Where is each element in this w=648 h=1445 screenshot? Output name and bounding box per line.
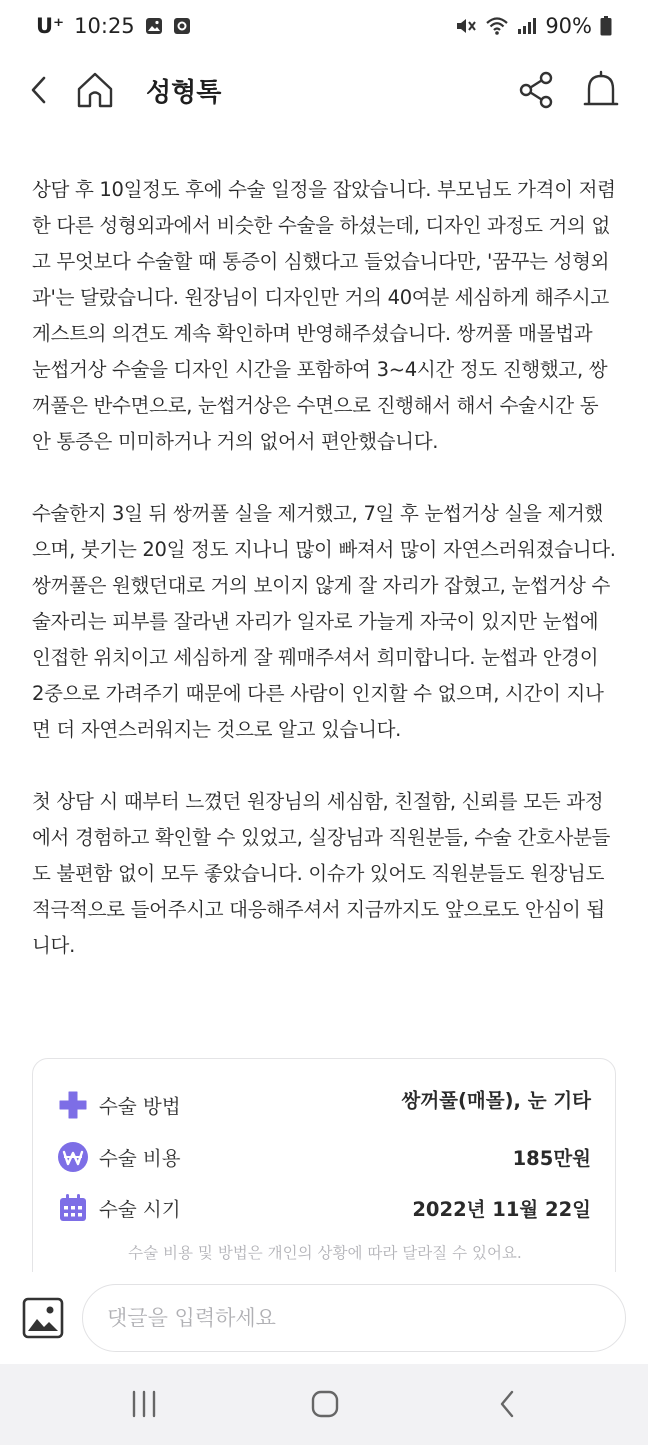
battery-icon bbox=[600, 16, 612, 36]
battery-percent: 90% bbox=[545, 14, 592, 38]
clock: 10:25 bbox=[74, 14, 135, 38]
signal-icon bbox=[517, 17, 537, 35]
status-right bbox=[455, 14, 612, 38]
surgery-cost-value: 185만원 bbox=[512, 1147, 591, 1170]
back-button[interactable] bbox=[24, 70, 54, 110]
carrier-label: U⁺ bbox=[36, 14, 65, 38]
surgery-method-value: 쌍꺼풀(매몰), 눈 기타 bbox=[401, 1089, 591, 1112]
comment-bar bbox=[0, 1272, 648, 1364]
post-paragraph: 첫 상담 시 때부터 느꼈던 원장님의 세심함, 친절함, 신뢰를 모든 과정에서 경험하고 확인할 수 있었고, 실장님과 직원분들, 수술 간호사분들도 불편함 없이 모두 좋았습니다. 이슈가 있어도 직원분들도 원장님도 적극적으로 들어주시고 대응해주셔서 지금까지도 앞으로도 안심이 됩니다. bbox=[32, 790, 611, 957]
calendar-icon bbox=[57, 1192, 89, 1224]
status-bar bbox=[0, 0, 648, 52]
post-body bbox=[32, 172, 616, 1000]
photo-icon bbox=[22, 1297, 64, 1339]
home-icon bbox=[75, 71, 115, 109]
back-chevron-icon bbox=[497, 1389, 517, 1419]
surgery-date-row bbox=[33, 1188, 617, 1228]
surgery-cost-label: 수술 비용 bbox=[99, 1147, 181, 1170]
mute-icon bbox=[455, 16, 477, 36]
surgery-date-value: 2022년 11월 22일 bbox=[412, 1198, 591, 1221]
share-button[interactable] bbox=[516, 68, 556, 112]
surgery-cost-row bbox=[33, 1137, 617, 1177]
post-paragraph: 수술한지 3일 뒤 쌍꺼풀 실을 제거했고, 7일 후 눈썹거상 실을 제거했으며, 붓기는 20일 정도 지나니 많이 빠져서 많이 자연스러워졌습니다. 쌍꺼풀은 원했던대로 거의 보이지 않게 잘 자리가 잡혔고, 눈썹거상 수술자리는 피부를 잘라낸 자리가 일자로 가늘게 자국이 있지만 눈썹에 인접한 위치이고 세심하게 잘 꿰매주셔서 희미합니다. 눈썹과 안경이 2중으로 가려주기 때문에 다른 사람이 인지할 수 없으며, 시간이 지나면 더 자연스러워지는 것으로 알고 있습니다. bbox=[32, 502, 616, 741]
app-notification-icon bbox=[173, 17, 191, 35]
alarm-button[interactable] bbox=[580, 68, 622, 112]
won-coin-icon bbox=[57, 1141, 89, 1173]
home-circle-icon bbox=[310, 1389, 340, 1419]
photo-attach-button[interactable] bbox=[22, 1297, 64, 1339]
surgery-date-label: 수술 시기 bbox=[99, 1198, 181, 1221]
info-disclaimer: 수술 비용 및 방법은 개인의 상황에 따라 달라질 수 있어요. bbox=[128, 1244, 522, 1262]
surgery-method-row bbox=[33, 1085, 617, 1125]
surgery-method-label: 수술 방법 bbox=[99, 1095, 181, 1118]
recent-apps-icon bbox=[129, 1390, 159, 1418]
alarm-bell-icon bbox=[582, 70, 620, 110]
home-nav-button[interactable] bbox=[305, 1384, 345, 1424]
status-left bbox=[36, 14, 191, 38]
comment-input[interactable] bbox=[82, 1284, 626, 1352]
surgery-info-card bbox=[32, 1058, 616, 1288]
gallery-notification-icon bbox=[145, 17, 163, 35]
wifi-icon bbox=[485, 16, 509, 36]
system-nav-bar bbox=[0, 1364, 648, 1445]
back-arrow-icon bbox=[29, 75, 49, 105]
share-icon bbox=[518, 71, 554, 109]
back-nav-button[interactable] bbox=[487, 1384, 527, 1424]
post-paragraph: 상담 후 10일정도 후에 수술 일정을 잡았습니다. 부모님도 가격이 저렴한 다른 성형외과에서 비슷한 수술을 하셨는데, 디자인 과정도 거의 없고 무엇보다 수술할 때 통증이 심했다고 들었습니다만, '꿈꾸는 성형외과'는 달랐습니다. 원장님이 디자인만 거의 40여분 세심하게 해주시고 게스트의 의견도 계속 확인하며 반영해주셨습니다. 쌍꺼풀 매몰법과 눈썹거상 수술을 디자인 시간을 포함하여 3~4시간 정도 진행했고, 쌍꺼풀은 반수면으로, 눈썹거상은 수면으로 진행해서 해서 수술시간 동안 통증은 미미하거나 거의 없어서 편안했습니다. bbox=[32, 178, 616, 453]
home-button[interactable] bbox=[74, 68, 116, 112]
app-header bbox=[0, 52, 648, 132]
recent-apps-button[interactable] bbox=[124, 1384, 164, 1424]
page-title: 성형톡 bbox=[146, 78, 222, 108]
plus-cross-icon bbox=[57, 1089, 89, 1121]
